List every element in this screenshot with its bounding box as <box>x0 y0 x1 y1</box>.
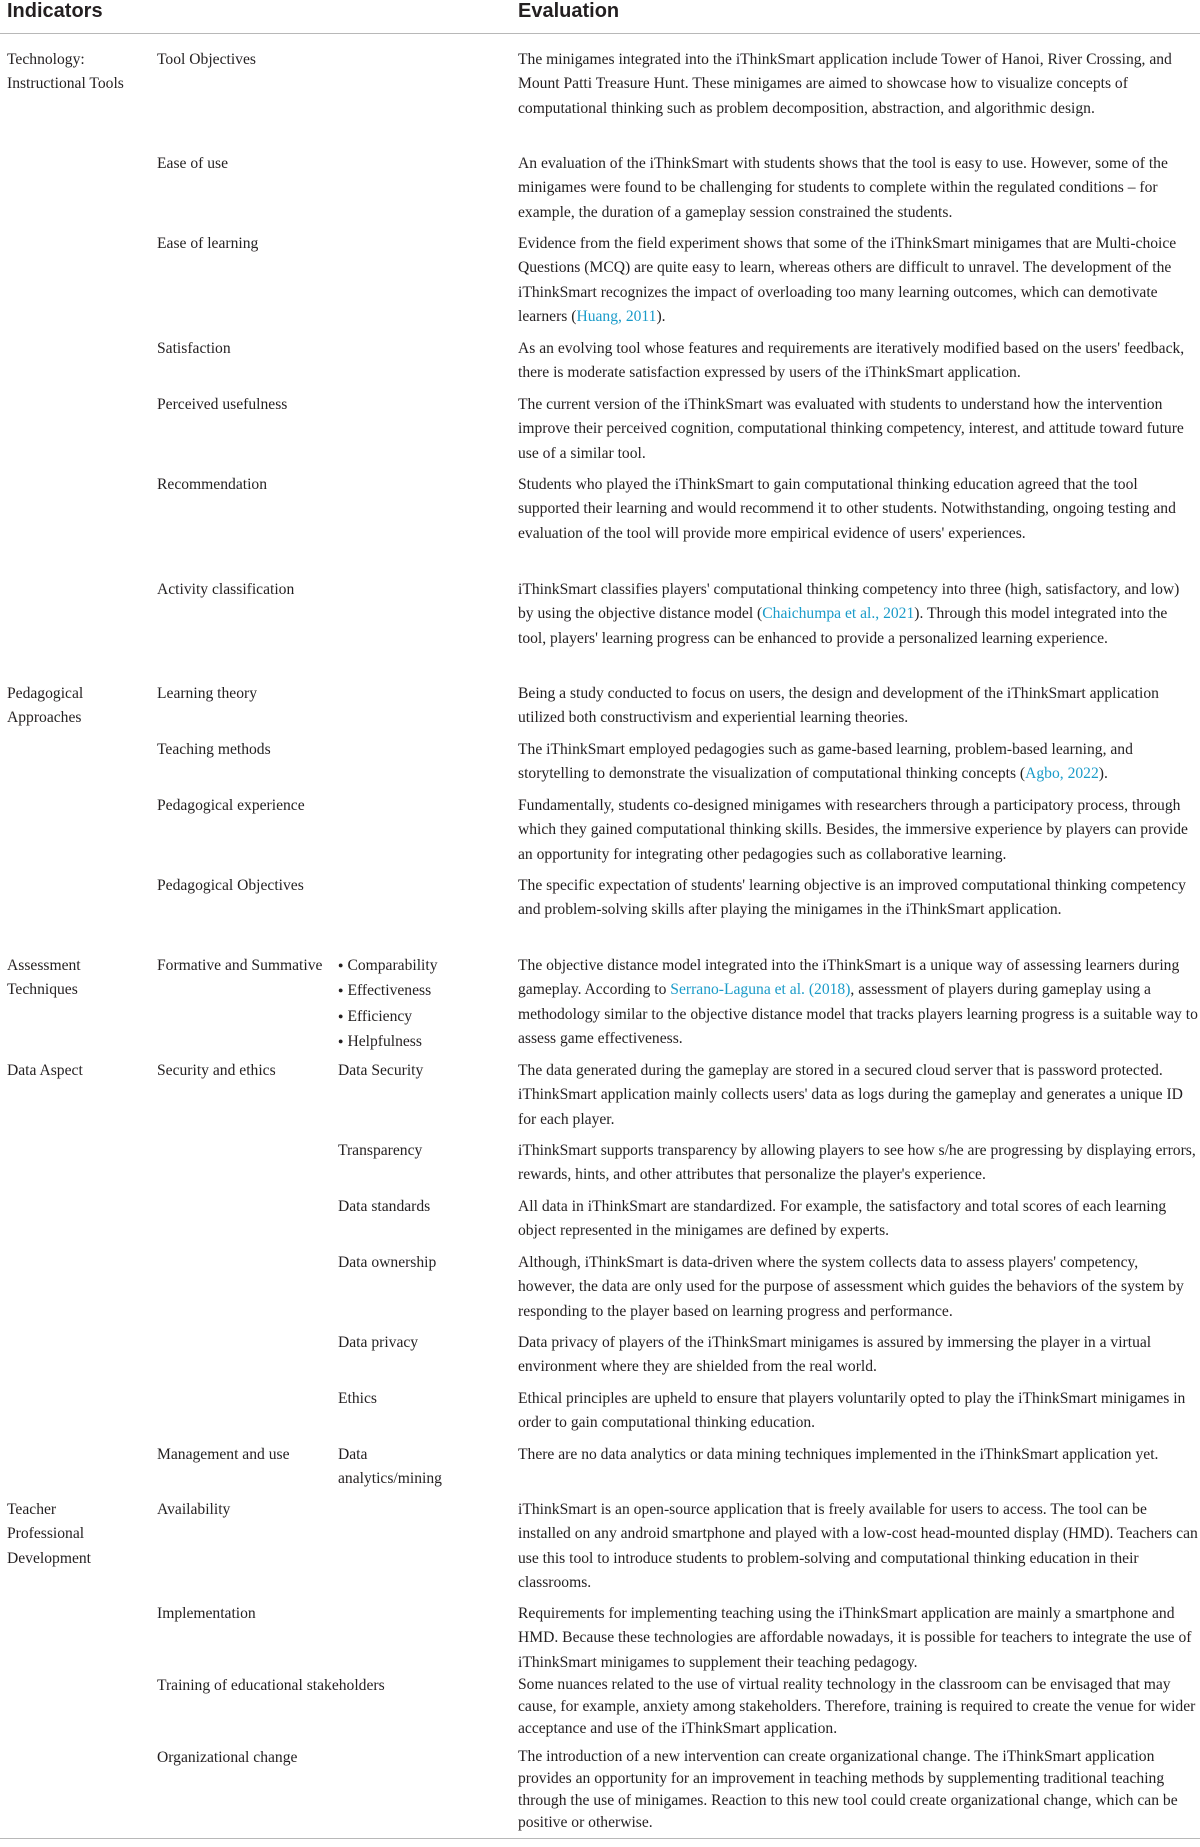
column-header-evaluation: Evaluation <box>518 0 620 22</box>
row-label-organizational-change: Organizational change <box>157 1749 298 1766</box>
group-label-technology: Technology: Instructional Tools <box>7 51 124 93</box>
row-text-transparency: iThinkSmart supports transparency by allowing players to see how s/he are progressing by displaying errors, rewards, hints, and other attributes that personalize the player's experience. <box>518 1142 1196 1184</box>
row-text-training: Some nuances related to the use of virtual reality technology in the classroom can be envisaged that may cause, for example, anxiety among stakeholders. Therefore, training is required to create the venue for wider acceptance and use of the iThinkSmart application. <box>518 1676 1196 1737</box>
row-label-pedagogical-objectives: Pedagogical Objectives <box>157 877 304 894</box>
row-sublabel-transparency: Transparency <box>338 1142 423 1159</box>
row-text-learning-theory: Being a study conducted to focus on users, the design and development of the iThinkSmart application utilized both constructivism and experiential learning theories. <box>518 685 1159 727</box>
row-text-satisfaction: As an evolving tool whose features and requirements are iteratively modified based on the users' feedback, there is moderate satisfaction expressed by users of the iThinkSmart application. <box>518 340 1185 382</box>
row-text-ethics: Ethical principles are upheld to ensure that players voluntarily opted to play the iThinkSmart minigames in order to gain computational thinking education. <box>518 1390 1186 1432</box>
citation-link[interactable]: Chaichumpa et al., 2021 <box>762 605 915 623</box>
row-text-organizational-change: The introduction of a new intervention can create organizational change. The iThinkSmart application provides an opportunity for an improvement in teaching methods by supplementing traditional teaching through the use of minigames. Reaction to this new tool could create organizational change, which can be positive or otherwise. <box>518 1748 1178 1831</box>
row-label-teaching-methods: Teaching methods <box>157 741 271 758</box>
row-text-formative-summative <box>518 954 1198 1051</box>
row-sublabel-ethics: Ethics <box>338 1390 377 1407</box>
bullet-item: ● Efficiency <box>338 1005 513 1030</box>
row-text-perceived-usefulness: The current version of the iThinkSmart was evaluated with students to understand how the intervention improve their perceived cognition, computational thinking competency, interest, and attitude toward future use of a similar tool. <box>518 396 1184 462</box>
row-label-implementation: Implementation <box>157 1605 256 1622</box>
citation-link[interactable]: Huang, 2011 <box>576 307 657 325</box>
row-label-tool-objectives: Tool Objectives <box>157 51 256 68</box>
text-part: ). <box>656 307 666 325</box>
row-text-pedagogical-objectives: The specific expectation of students' learning objective is an improved computational thinking competency and problem-solving skills after playing the minigames in the iThinkSmart application. <box>518 877 1186 919</box>
header-rule <box>0 33 1200 34</box>
citation-link[interactable]: Agbo, 2022 <box>1025 765 1099 783</box>
row-label-training: Training of educational stakeholders <box>157 1677 385 1694</box>
row-label-pedagogical-experience: Pedagogical experience <box>157 797 305 814</box>
row-sublabel-data-ownership: Data ownership <box>338 1254 437 1271</box>
row-label-management-use: Management and use <box>157 1446 290 1463</box>
text-part: The iThinkSmart employed pedagogies such as game-based learning, problem-based learning, and storytelling to demonstrate the visualization of computational thinking concepts ( <box>518 741 1133 783</box>
row-label-formative-summative: Formative and Summative <box>157 957 323 974</box>
row-sublabel-data-privacy: Data privacy <box>338 1334 419 1351</box>
row-text-tool-objectives: The minigames integrated into the iThinkSmart application include Tower of Hanoi, River Crossing, and Mount Patti Treasure Hunt. These minigames are aimed to showcase how to visualize concepts of computational thinking such as problem decomposition, abstraction, and algorithmic design. <box>518 51 1172 117</box>
row-text-availability: iThinkSmart is an open-source application that is freely available for users to access. The tool can be installed on any android smartphone and played with a low-cost head-mounted display (HMD). Teachers can use this tool to introduce students to problem-solving and computational thinking education in their classrooms. <box>518 1501 1198 1591</box>
group-label-assessment: Assessment Techniques <box>7 957 81 999</box>
row-label-activity-classification: Activity classification <box>157 581 295 598</box>
row-text-implementation: Requirements for implementing teaching using the iThinkSmart application are mainly a smartphone and HMD. Because these technologies are affordable nowadays, it is possible for teachers to integrate the use of iThinkSmart minigames to supplement their teaching pedagogy. <box>518 1605 1192 1671</box>
column-header-indicators: Indicators <box>7 0 103 22</box>
group-label-pedagogical: Pedagogical Approaches <box>7 685 84 727</box>
text-part: , assessment of players during gameplay using a methodology similar to the objective distance model that tracks players learning progress is a suitable way to assess game effectiveness. <box>518 981 1198 1047</box>
row-text-teaching-methods <box>518 738 1198 787</box>
row-sublabel-data-standards: Data standards <box>338 1198 431 1215</box>
row-label-availability: Availability <box>157 1501 231 1518</box>
text-part: The objective distance model integrated into the iThinkSmart is a unique way of assessing learners during gameplay. According to <box>518 957 1180 999</box>
text-part: ). <box>1098 765 1108 783</box>
row-sublabel-data-security: Data Security <box>338 1062 424 1079</box>
row-text-ease-of-use: An evaluation of the iThinkSmart with students shows that the tool is easy to use. However, some of the minigames were found to be challenging for students to complete within the regulated conditions – for example, the duration of a gameplay session constrained the students. <box>518 155 1168 221</box>
row-text-data-analytics: There are no data analytics or data mining techniques implemented in the iThinkSmart application yet. <box>518 1446 1159 1463</box>
row-text-recommendation: Students who played the iThinkSmart to gain computational thinking education agreed that the tool supported their learning and would recommend it to other students. Notwithstanding, ongoing testing and evaluation of the tool will provide more empirical evidence of users' experiences. <box>518 476 1176 542</box>
row-label-recommendation: Recommendation <box>157 476 267 493</box>
row-label-ease-of-use: Ease of use <box>157 155 229 172</box>
bullet-item: ● Helpfulness <box>338 1030 513 1055</box>
row-text-data-security: The data generated during the gameplay are stored in a secured cloud server that is password protected. iThinkSmart application mainly collects users' data as logs during the gameplay and generates a unique ID for each player. <box>518 1062 1183 1128</box>
row-text-data-standards: All data in iThinkSmart are standardized. For example, the satisfactory and total scores of each learning object represented in the minigames are defined by experts. <box>518 1198 1167 1240</box>
bullet-item: ● Comparability <box>338 954 513 979</box>
group-label-teacher: Teacher Professional Development <box>7 1501 92 1567</box>
row-text-data-privacy: Data privacy of players of the iThinkSmart minigames is assured by immersing the player in a virtual environment where they are shielded from the real world. <box>518 1334 1152 1376</box>
row-text-ease-of-learning <box>518 232 1198 329</box>
row-label-learning-theory: Learning theory <box>157 685 258 702</box>
row-text-activity-classification <box>518 578 1198 651</box>
citation-link[interactable]: Serrano-Laguna et al. (2018) <box>670 981 851 999</box>
group-label-data-aspect: Data Aspect <box>7 1062 83 1079</box>
row-label-satisfaction: Satisfaction <box>157 340 231 357</box>
bullet-list <box>338 954 513 1055</box>
text-part: Evidence from the field experiment shows that some of the iThinkSmart minigames that are Multi-choice Questions (MCQ) are quite easy to learn, whereas others are difficult to unravel. The development of the iThinkSmart recognizes the impact of overloading too many learning outcomes, which can demotivate learners ( <box>518 235 1177 325</box>
footer-rule <box>0 1838 1200 1839</box>
row-sublabel-data-analytics: Data analytics/mining <box>338 1446 442 1488</box>
row-text-pedagogical-experience: Fundamentally, students co-designed minigames with researchers through a participatory process, through which they gained computational thinking skills. Besides, the immersive experience by players can provide an opportunity for integrating other pedagogies such as collaborative learning. <box>518 797 1188 863</box>
row-text-data-ownership: Although, iThinkSmart is data-driven where the system collects data to assess players' competency, however, the data are only used for the purpose of assessment which guides the behaviors of the system by responding to the player based on learning progress and performance. <box>518 1254 1184 1320</box>
row-label-security-ethics: Security and ethics <box>157 1062 276 1079</box>
row-label-ease-of-learning: Ease of learning <box>157 235 259 252</box>
text-part: ). Through this model integrated into the tool, players' learning progress can be enhanced to provide a personalized learning experience. <box>518 605 1168 647</box>
text-part: iThinkSmart classifies players' computational thinking competency into three (high, satisfactory, and low) by using the objective distance model ( <box>518 581 1180 623</box>
row-label-perceived-usefulness: Perceived usefulness <box>157 396 288 413</box>
bullet-item: ● Effectiveness <box>338 979 513 1004</box>
